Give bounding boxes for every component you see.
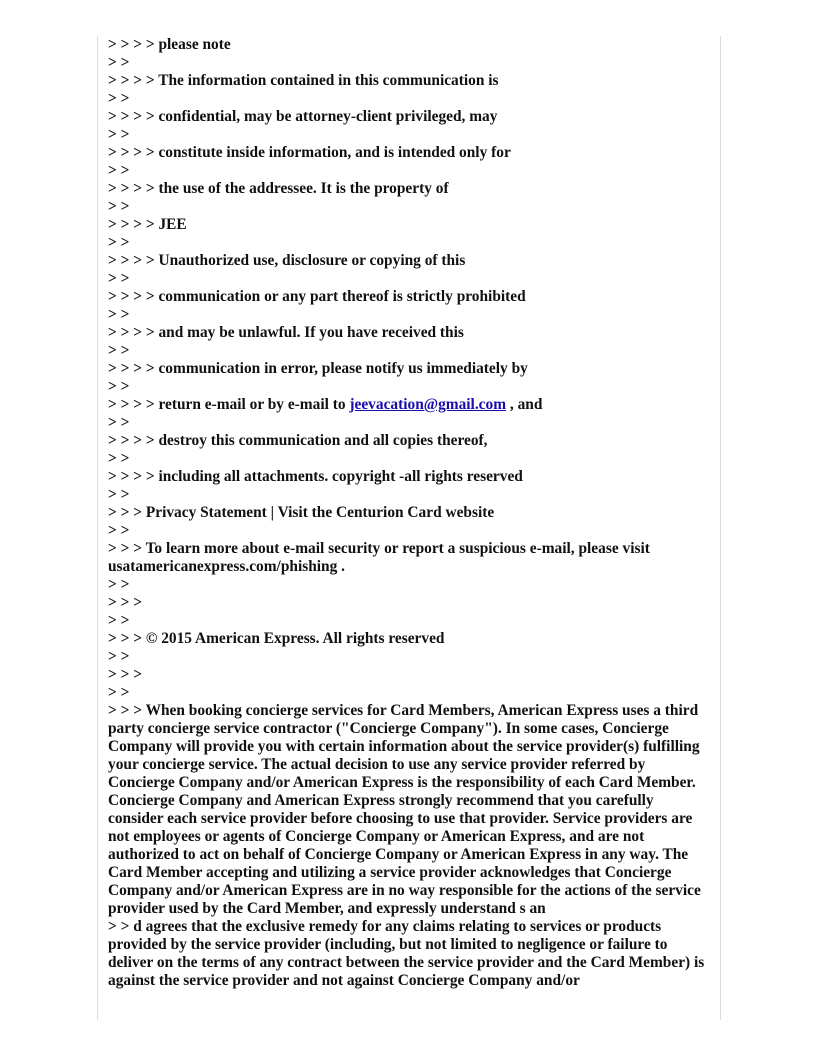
quote-line: > > bbox=[108, 234, 130, 251]
quote-line: > > > > JEE bbox=[108, 216, 187, 233]
quote-line: > > bbox=[108, 414, 130, 431]
quote-line: > > > > destroy this communication and all copies thereof, bbox=[108, 432, 488, 449]
quote-line: > > bbox=[108, 486, 130, 503]
email-link[interactable]: jeevacation@gmail.com bbox=[349, 396, 507, 413]
quote-line: > > bbox=[108, 342, 130, 359]
quote-line: > > > > Unauthorized use, disclosure or copying of this bbox=[108, 252, 466, 269]
return-line-suffix: , and bbox=[506, 396, 543, 413]
quote-line: > > > > communication in error, please notify us immediately by bbox=[108, 360, 528, 377]
return-email-line bbox=[108, 396, 712, 414]
phishing-notice: > > > To learn more about e-mail security or report a suspicious e-mail, please visit usatamericanexpress.com/phishing . bbox=[108, 540, 650, 575]
quote-line: > > bbox=[108, 378, 130, 395]
quote-line: > > bbox=[108, 306, 130, 323]
quote-line: > > > bbox=[108, 594, 143, 611]
quote-line: > > > > confidential, may be attorney-client privileged, may bbox=[108, 108, 498, 125]
quote-line: > > bbox=[108, 126, 130, 143]
concierge-disclaimer-continued: > > d agrees that the exclusive remedy for any claims relating to services or products provided by the service provider (including, but not limited to negligence or failure to deliver on the terms of any contract between the service provider and the Card Member) is against the service provider and not against Concierge Company and/or bbox=[108, 918, 705, 989]
quote-line: > > > > the use of the addressee. It is the property of bbox=[108, 180, 449, 197]
copyright-line: > > > © 2015 American Express. All rights reserved bbox=[108, 630, 445, 647]
return-line-prefix: > > > > return e-mail or by e-mail to bbox=[108, 396, 350, 413]
quote-line: > > bbox=[108, 162, 130, 179]
privacy-statement-line: > > > Privacy Statement | Visit the Centurion Card website bbox=[108, 504, 495, 521]
quote-line: > > bbox=[108, 90, 130, 107]
quote-line: > > > > and may be unlawful. If you have received this bbox=[108, 324, 464, 341]
quote-line: > > bbox=[108, 522, 130, 539]
quote-line: > > > > communication or any part thereof is strictly prohibited bbox=[108, 288, 526, 305]
quote-line: > > bbox=[108, 270, 130, 287]
quote-line: > > bbox=[108, 648, 130, 665]
email-quoted-text bbox=[108, 36, 712, 990]
quote-line: > > bbox=[108, 684, 130, 701]
quote-line: > > > > constitute inside information, and is intended only for bbox=[108, 144, 511, 161]
quote-line: > > bbox=[108, 612, 130, 629]
quote-line: > > bbox=[108, 198, 130, 215]
quote-line: > > > bbox=[108, 666, 143, 683]
quote-line: > > bbox=[108, 576, 130, 593]
concierge-disclaimer: > > > When booking concierge services for Card Members, American Express uses a third party concierge service contractor ("Concierge Company"). In some cases, Concierge Company will provide you with certain information about the service provider(s) fulfilling your concierge service. The actual decision to use any service provider referred by Concierge Company and/or American Express is the responsibility of each Card Member. Concierge Company and American Express strongly recommend that you carefully consider each service provider before choosing to use that provider. Service providers are not employees or agents of Concierge Company or American Express, and are not authorized to act on behalf of Concierge Company or American Express in any way. The Card Member accepting and utilizing a service provider acknowledges that Concierge Company and/or American Express are in no way responsible for the actions of the service provider used by the Card Member, and expressly understand s an bbox=[108, 702, 701, 917]
quote-line: > > bbox=[108, 450, 130, 467]
quote-line: > > > > The information contained in this communication is bbox=[108, 72, 499, 89]
quote-line: > > > > please note bbox=[108, 36, 231, 53]
quote-line: > > > > including all attachments. copyright -all rights reserved bbox=[108, 468, 523, 485]
quote-line: > > bbox=[108, 54, 130, 71]
